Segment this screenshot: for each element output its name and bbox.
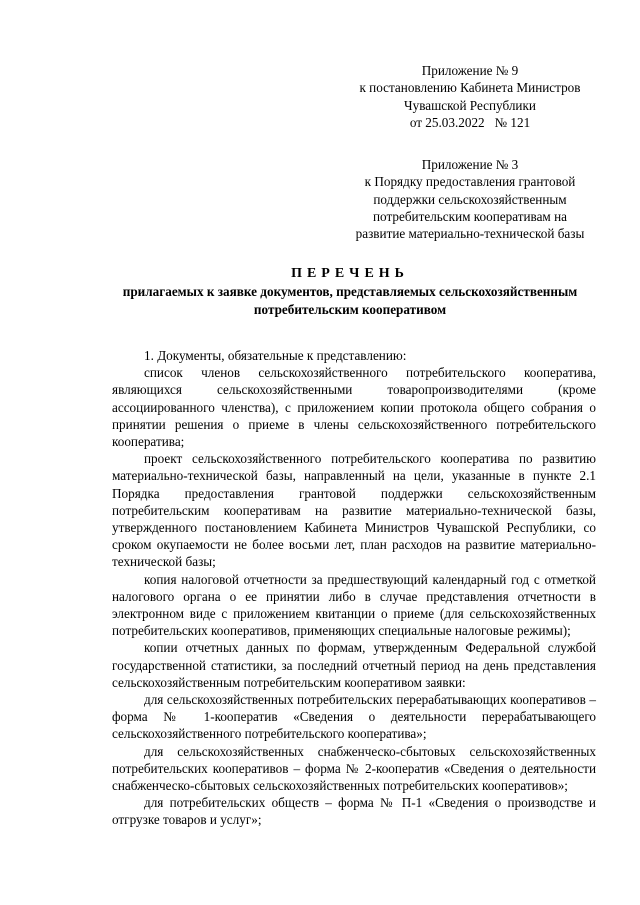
appendix-3-block	[340, 156, 600, 242]
document-body	[112, 347, 596, 829]
appendix-9-line: Приложение № 9	[421, 63, 519, 78]
appendix-3-line: развитие материально-технической базы	[355, 226, 585, 242]
appendix-9-line: Чувашской Республики	[404, 97, 536, 113]
appendix-9-line: от 25.03.2022 № 121	[409, 114, 531, 130]
paragraph-members-list: список членов сельскохозяйственного потребительского кооператива, являющихся сельскохозяйственными товаропроизводителями (кроме ассоциированного членства), с приложением копии протокола общего собрания о принятии решения о приеме в члены сельскохозяйственного потребительского кооператива;	[112, 365, 596, 450]
appendix-3-line: поддержки сельскохозяйственным	[373, 191, 567, 207]
appendix-3-line: Приложение № 3	[421, 157, 519, 172]
paragraph-form-p1: для потребительских обществ – форма № П-1 «Сведения о производстве и отгрузке товаров и услуг»;	[112, 795, 596, 828]
paragraph-project: проект сельскохозяйственного потребительского кооператива по развитию материально-технической базы, направленный на цели, указанные в пункте 2.1 Порядка предоставления грантовой поддержки сельскохозяйственным потребительским кооперативам на развитие материально-технической базы, утвержденного постановлением Кабинета Министров Чувашской Республики, со сроком окупаемости не более восьми лет, план расходов на развитие материально-технической базы;	[112, 451, 596, 570]
paragraph-statistics: копии отчетных данных по формам, утвержденным Федеральной службой государственной статистики, за последний отчетный период на день представления сельскохозяйственным потребительским кооперативом заявки:	[112, 640, 596, 690]
appendix-9-block	[340, 62, 600, 131]
document-title: ПЕРЕЧЕНЬ	[291, 266, 409, 281]
paragraph-form-1: для сельскохозяйственных потребительских перерабатывающих кооперативов – форма № 1-кооператив «Сведения о деятельности перерабатывающего сельскохозяйственного потребительского кооператива»;	[112, 692, 596, 742]
paragraph-section-1: 1. Документы, обязательные к представлению:	[144, 348, 407, 363]
appendix-3-line: к Порядку предоставления грантовой	[364, 174, 576, 190]
appendix-9-line: к постановлению Кабинета Министров	[359, 80, 581, 96]
document-heading	[60, 265, 640, 318]
paragraph-form-2: для сельскохозяйственных снабженческо-сбытовых сельскохозяйственных потребительских кооперативов – форма № 2-кооператив «Сведения о деятельности снабженческо-сбытовых сельскохозяйственных потребительских кооперативов»;	[112, 743, 596, 794]
document-subtitle-line: потребительским кооперативом	[253, 301, 447, 317]
paragraph-tax-report: копия налоговой отчетности за предшествующий календарный год с отметкой налогового органа о ее принятии либо в случае представления отчетности в электронном виде с приложением квитанции о приеме (для сельскохозяйственных потребительских кооперативов, применяющих специальные налоговые режимы);	[112, 571, 596, 639]
appendix-3-line: потребительским кооперативам на	[372, 208, 567, 224]
document-subtitle-line: прилагаемых к заявке документов, представляемых сельскохозяйственным	[122, 284, 578, 299]
